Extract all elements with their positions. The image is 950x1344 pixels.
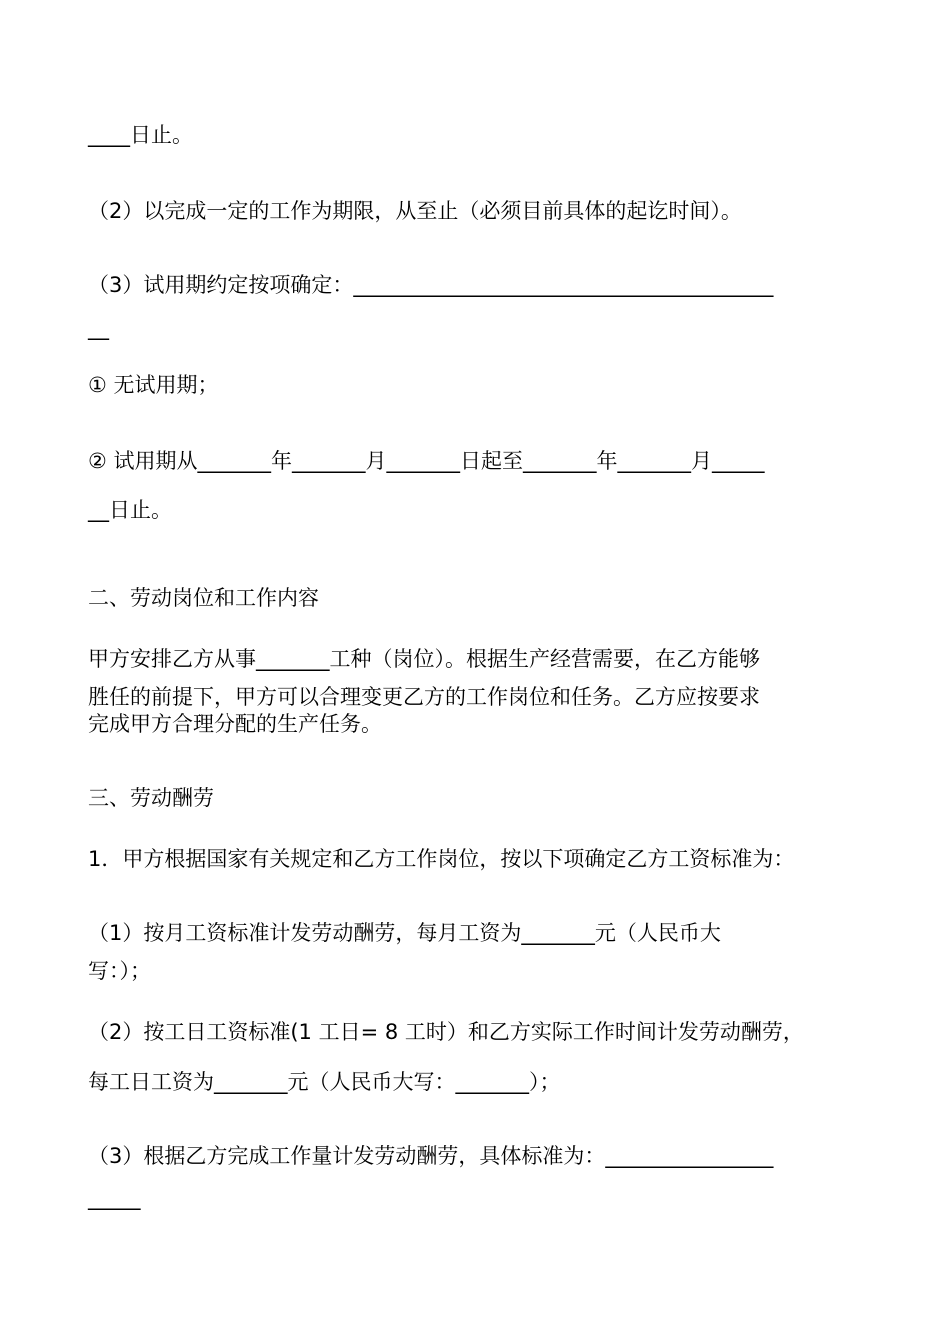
text-line-14: （1）按月工资标准计发劳动酬劳，每月工资为_______元（人民币大 [88, 921, 721, 945]
section-heading-3: 三、劳动酬劳 [88, 786, 214, 810]
text-line-15: 写：）； [88, 959, 151, 983]
text-line-11: 完成甲方合理分配的生产任务。 [88, 712, 382, 736]
text-line-7: __日止。 [88, 498, 172, 522]
text-line-9: 甲方安排乙方从事_______工种（岗位）。根据生产经营需要，在乙方能够 [88, 647, 760, 671]
text-line-13: 1．甲方根据国家有关规定和乙方工作岗位，按以下项确定乙方工资标准为： [88, 847, 795, 871]
text-line-19: _____ [88, 1186, 141, 1210]
text-line-18: （3）根据乙方完成工作量计发劳动酬劳，具体标准为：________________ [88, 1144, 774, 1168]
text-line-1: ____日止。 [88, 123, 193, 147]
text-line-3: （3）试用期约定按项确定：________________________________________ [88, 273, 774, 297]
text-line-10: 胜任的前提下，甲方可以合理变更乙方的工作岗位和任务。乙方应按要求 [88, 685, 760, 709]
text-line-16: （2）按工日工资标准(1 工日= 8 工时）和乙方实际工作时间计发劳动酬劳， [88, 1020, 804, 1044]
text-line-17: 每工日工资为_______元（人民币大写：_______）； [88, 1070, 561, 1094]
text-line-4: __ [88, 316, 109, 340]
text-line-2: （2）以完成一定的工作为期限，从至止（必须目前具体的起讫时间）。 [88, 199, 742, 223]
section-heading-2: 二、劳动岗位和工作内容 [88, 586, 319, 610]
text-line-6: ② 试用期从_______年_______月_______日起至_______年_______月_____ [88, 449, 765, 473]
text-line-5: ① 无试用期； [88, 373, 219, 397]
